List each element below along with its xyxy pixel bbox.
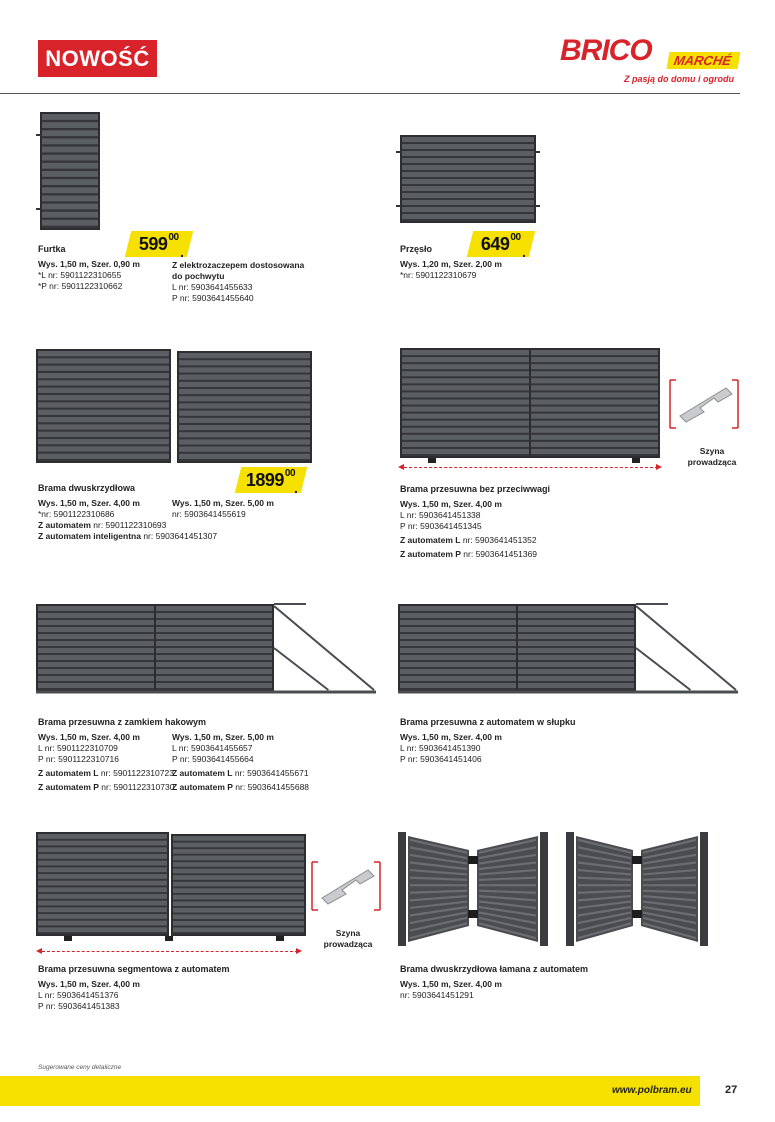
brama-dwuskrzydlowa-image <box>36 347 312 469</box>
przeslo-image <box>396 133 540 225</box>
brama-slupek-image <box>398 600 738 696</box>
przeslo-details: Przęsło Wys. 1,20 m, Szer. 2,00 m *nr: 5901122310679 <box>400 244 502 280</box>
header-divider <box>0 93 740 94</box>
brama-slupek-title: Brama przesuwna z automatem w słupku <box>400 717 576 727</box>
brama-segmentowa-title: Brama przesuwna segmentowa z automatem <box>38 964 230 974</box>
logo-brico: BRICO <box>560 34 652 67</box>
guide-rail-image-1 <box>668 378 740 430</box>
brama-bez-przeciwwagi-title: Brama przesuwna bez przeciwwagi <box>400 484 551 494</box>
brama-dwuskrzydlowa-details: Brama dwuskrzydłowa Wys. 1,50 m, Szer. 4,00 m *nr: 5901122310686 Z automatem nr: 5901122310693 Z automatem inteligentna nr: 5903641451307 <box>38 483 218 541</box>
rail-caption-1: Szyna prowadząca <box>687 446 737 467</box>
brama-hakowa-details-b: Wys. 1,50 m, Szer. 5,00 m L nr: 5903641455657 P nr: 5903641455664 Z automatem L nr: 5903641455671 Z automatem P nr: 5903641455688 <box>172 732 310 792</box>
rail-arrow-right-1 <box>656 464 662 470</box>
furtka-title: Furtka <box>38 244 66 254</box>
brama-hakowa-image <box>36 600 376 696</box>
przeslo-price: $649^{00}$ . <box>467 231 535 257</box>
brama-hakowa-details: Brama przesuwna z zamkiem hakowym Wys. 1,50 m, Szer. 4,00 m L nr: 5901122310709 P nr: 5901122310716 Z automatem L nr: 5901122310723 Z automatem P nr: 5901122310730 <box>38 717 207 792</box>
guide-rail-image-2 <box>310 860 382 912</box>
brama-segmentowa-image <box>36 830 306 944</box>
rail-dash-1 <box>404 467 658 468</box>
logo-tagline: Z pasją do domu i ogrodu <box>624 74 734 84</box>
new-badge: NOWOŚĆ <box>38 40 157 77</box>
logo-marche: MARCHÉ <box>667 52 741 69</box>
brama-bez-przeciwwagi-details: Brama przesuwna bez przeciwwagi Wys. 1,50 m, Szer. 4,00 m L nr: 5903641451338 P nr: 5903641451345 Z automatem L nr: 5903641451352 Z automatem P nr: 5903641451369 <box>400 484 551 559</box>
brama-lamana-details: Brama dwuskrzydłowa łamana z automatem Wys. 1,50 m, Szer. 4,00 m nr: 5903641451291 <box>400 964 589 1000</box>
rail-caption-2: Szyna prowadząca <box>323 928 373 949</box>
price-note: Sugerowane ceny detaliczne <box>38 1064 122 1071</box>
brama-hakowa-title: Brama przesuwna z zamkiem hakowym <box>38 717 207 727</box>
footer-bar <box>0 1076 700 1106</box>
brama-dwuskrzydlowa-details-b: Wys. 1,50 m, Szer. 5,00 m nr: 5903641455619 <box>172 498 274 519</box>
brama-lamana-image-a <box>398 826 548 950</box>
rail-dash-2 <box>42 951 298 952</box>
footer-url[interactable]: www.polbram.eu <box>612 1085 692 1096</box>
rail-arrow-left-1 <box>398 464 404 470</box>
furtka-price: $599^{00}$ . <box>125 231 193 257</box>
rail-arrow-right-2 <box>296 948 302 954</box>
furtka-image <box>36 112 104 230</box>
brama-bez-przeciwwagi-image <box>398 348 662 464</box>
brand-logo <box>560 34 750 94</box>
przeslo-title: Przęsło <box>400 244 433 254</box>
brama-lamana-image-b <box>566 826 708 950</box>
brama-slupek-details: Brama przesuwna z automatem w słupku Wys. 1,50 m, Szer. 4,00 m L nr: 5903641451390 P nr: 5903641451406 <box>400 717 576 764</box>
brama-lamana-title: Brama dwuskrzydłowa łamana z automatem <box>400 964 589 974</box>
rail-arrow-left-2 <box>36 948 42 954</box>
brama-segmentowa-details: Brama przesuwna segmentowa z automatem Wys. 1,50 m, Szer. 4,00 m L nr: 5903641451376 P nr: 5903641451383 <box>38 964 230 1011</box>
furtka-details: Furtka Wys. 1,50 m, Szer. 0,90 m *L nr: 5901122310655 *P nr: 5901122310662 <box>38 244 140 291</box>
furtka-extra-details: Z elektrozaczepem dostosowana do pochwytu L nr: 5903641455633 P nr: 5903641455640 <box>172 260 305 303</box>
brama-dwuskrzydlowa-price: 1899$^{00}$ . <box>235 467 307 493</box>
page-number: 27 <box>725 1084 738 1096</box>
brama-dwuskrzydlowa-title: Brama dwuskrzydłowa <box>38 483 136 493</box>
